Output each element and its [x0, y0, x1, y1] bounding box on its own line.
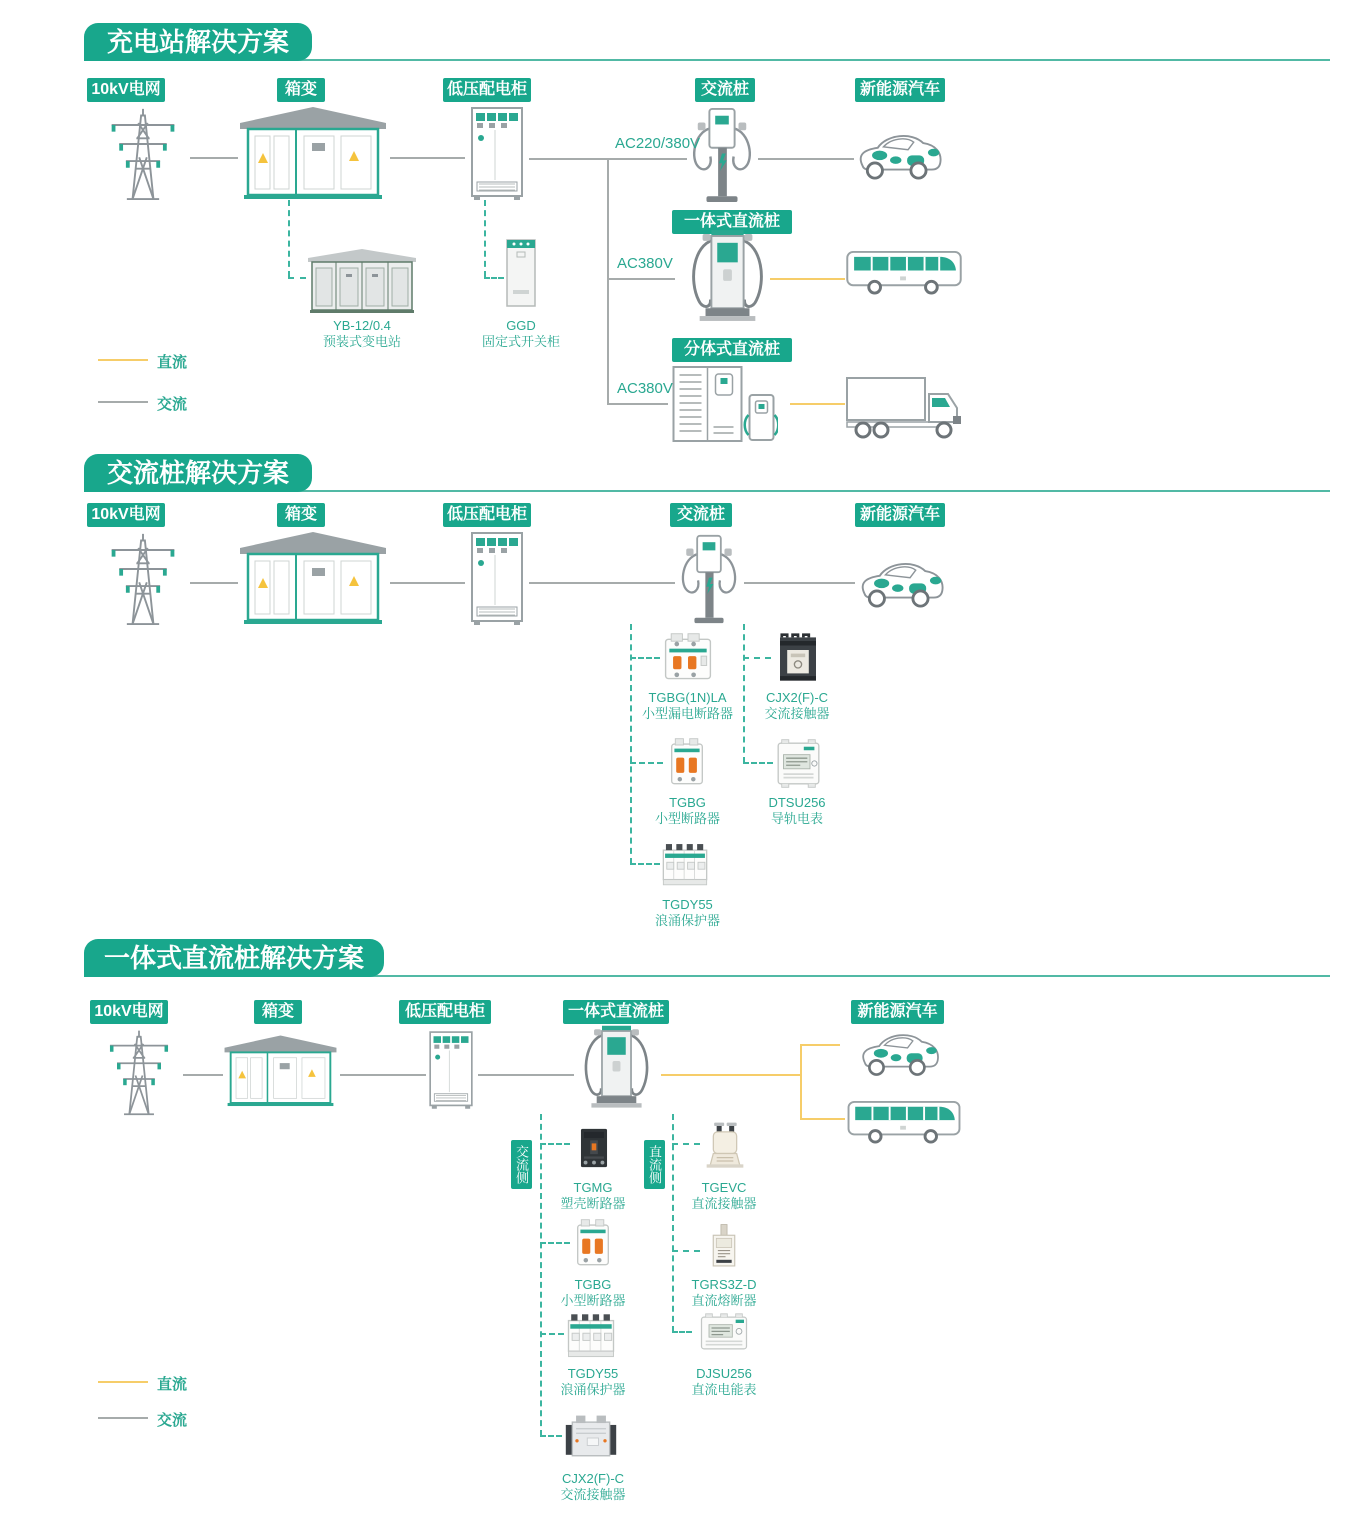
s1-header-lv-cabinet-label: 低压配电柜	[446, 81, 527, 98]
ac-contactor-photo	[562, 1410, 620, 1466]
ggd-model: GGD	[506, 318, 536, 333]
ac-pile-illustration	[688, 107, 756, 204]
product-desc: 交流接触器	[764, 706, 830, 721]
product-label	[630, 795, 745, 827]
legend-ac-label: 交流	[157, 396, 188, 413]
dc-line	[800, 1118, 845, 1120]
product-model: CJX2(F)-C	[561, 1471, 625, 1486]
mini-breaker-photo	[566, 1216, 620, 1272]
yb-desc: 预装式变电站	[322, 334, 401, 349]
s1-header-transformer-label: 箱变	[284, 81, 317, 98]
ac-pile-illustration	[677, 534, 741, 625]
ac220-380v-label: AC220/380V	[615, 135, 701, 152]
ac-line	[390, 582, 465, 584]
ev-bus-illustration	[845, 1100, 963, 1144]
dashed-link	[630, 657, 660, 659]
product-desc: 交流接触器	[560, 1487, 626, 1502]
ac-line	[529, 582, 675, 584]
dashed-link	[288, 277, 306, 279]
s3-header-dc-pile-label: 一体式直流桩	[567, 1003, 664, 1020]
s1-banner-integrated-dc-label: 一体式直流桩	[683, 213, 780, 230]
s3-header-transformer	[254, 1000, 302, 1024]
s2-header-transformer	[277, 503, 325, 527]
dashed-link	[540, 1333, 564, 1335]
s2-header-transformer-label: 箱变	[284, 506, 317, 523]
dc-fuse-photo	[701, 1217, 747, 1275]
dashed-link	[672, 1331, 692, 1333]
s3-header-grid-label: 10kV电网	[94, 1003, 164, 1020]
product-label	[668, 1366, 780, 1398]
product-desc: 导轨电表	[770, 811, 823, 826]
transmission-tower-illustration	[99, 1028, 179, 1116]
product-label	[537, 1180, 649, 1212]
s2-header-lv-cabinet	[443, 503, 531, 527]
mini-breaker-photo	[660, 735, 714, 791]
product-label	[630, 690, 745, 722]
s1-header-ev	[855, 78, 945, 102]
product-label	[668, 1277, 780, 1309]
product-desc: 直流熔断器	[691, 1293, 757, 1308]
ev-car-illustration	[857, 552, 947, 611]
ac-contactor-photo	[771, 631, 825, 687]
yb-substation-photo	[306, 246, 418, 314]
s1-banner-split-dc-label: 分体式直流桩	[683, 341, 780, 358]
dc-line	[800, 1044, 840, 1046]
ac-line	[390, 157, 465, 159]
ggd-cabinet-photo	[505, 238, 537, 310]
section1-title: 充电站解决方案	[106, 27, 289, 57]
dc-line	[790, 403, 845, 405]
product-model: TGRS3Z-D	[691, 1277, 757, 1292]
legend-dc-line	[98, 359, 148, 361]
dc-line	[770, 278, 845, 280]
transmission-tower-illustration	[100, 531, 186, 626]
product-desc: 直流电能表	[691, 1382, 757, 1397]
lv-cabinet-illustration	[467, 106, 527, 201]
dc-branch-line	[800, 1044, 802, 1120]
ac-line	[340, 1074, 426, 1076]
product-desc: 浪涌保护器	[654, 913, 720, 928]
ev-car-illustration	[855, 124, 945, 183]
product-desc: 小型漏电断路器	[641, 706, 733, 721]
dashed-link	[672, 1250, 700, 1252]
ac-side-label: 交流侧	[514, 1145, 529, 1184]
s1-header-grid	[87, 78, 165, 102]
product-label	[741, 795, 853, 827]
s2-header-grid-label: 10kV电网	[91, 506, 161, 523]
product-desc: 浪涌保护器	[560, 1382, 626, 1397]
ev-bus-illustration	[845, 250, 963, 295]
dashed-link	[743, 657, 771, 659]
product-model: TGBG	[669, 795, 706, 810]
product-model: TGDY55	[662, 897, 713, 912]
integrated-dc-pile-illustration	[686, 228, 769, 326]
dashed-link	[630, 762, 663, 764]
product-label	[537, 1277, 649, 1309]
integrated-dc-pile-illustration	[574, 1024, 659, 1112]
s3-header-lv-cabinet	[399, 1000, 491, 1024]
s1-header-grid-label: 10kV电网	[91, 81, 161, 98]
dc-contactor-photo	[700, 1116, 750, 1176]
ac-line	[183, 1074, 223, 1076]
product-desc: 小型断路器	[654, 811, 720, 826]
s2-header-ac-pile-label: 交流桩	[676, 506, 725, 523]
product-model: TGBG	[574, 1277, 612, 1292]
section3-title: 一体式直流桩解决方案	[103, 943, 364, 973]
lv-cabinet-illustration	[426, 1028, 476, 1112]
legend-dc-label: 直流	[157, 354, 188, 371]
s1-header-transformer	[277, 78, 325, 102]
dashed-link	[484, 277, 504, 279]
dc-side-label: 直流侧	[647, 1145, 662, 1184]
rcbo-breaker-photo	[660, 629, 716, 687]
surge-protector-photo	[658, 838, 712, 890]
yb-product-label	[306, 318, 418, 350]
product-label	[668, 1180, 780, 1212]
s3-header-ev-label: 新能源汽车	[857, 1003, 938, 1020]
s2-header-ev	[855, 503, 945, 527]
ac380v-label: AC380V	[617, 255, 673, 272]
s3-header-transformer-label: 箱变	[261, 1003, 294, 1020]
section1-title-banner	[84, 23, 312, 61]
ac-line	[478, 1074, 574, 1076]
section3-title-banner	[84, 939, 384, 977]
ac-line	[607, 403, 668, 405]
s2-header-ev-label: 新能源汽车	[859, 506, 940, 523]
s1-banner-split-dc	[672, 338, 792, 362]
s2-header-grid	[87, 503, 165, 527]
dashed-link	[540, 1143, 570, 1145]
ac-line	[607, 278, 675, 280]
ac-side-badge	[511, 1140, 532, 1189]
s1-header-lv-cabinet	[443, 78, 531, 102]
product-label	[741, 690, 853, 722]
product-label	[537, 1471, 649, 1503]
s3-header-grid	[90, 1000, 168, 1024]
ac-line	[190, 582, 238, 584]
s1-header-ev-label: 新能源汽车	[859, 81, 940, 98]
product-desc: 直流接触器	[691, 1196, 757, 1211]
product-model: DJSU256	[696, 1366, 752, 1381]
surge-protector-photo	[563, 1308, 619, 1362]
ac-line	[758, 158, 854, 160]
section2-title-banner	[84, 454, 312, 492]
split-dc-pile-illustration	[670, 365, 778, 445]
legend-ac-line	[98, 1417, 148, 1419]
product-desc: 塑壳断路器	[560, 1196, 626, 1211]
legend-ac-line	[98, 401, 148, 403]
dashed-link	[743, 762, 773, 764]
transmission-tower-illustration	[100, 106, 186, 201]
product-model: TGBG(1N)LA	[648, 690, 727, 705]
rail-meter-photo	[772, 736, 825, 791]
box-transformer-illustration	[223, 1026, 338, 1114]
product-label	[537, 1366, 649, 1398]
product-label	[630, 897, 745, 929]
ev-truck-illustration	[845, 372, 965, 442]
s3-header-ev	[851, 1000, 944, 1024]
section2-title: 交流桩解决方案	[106, 458, 289, 488]
dc-meter-photo	[694, 1308, 754, 1358]
s2-header-lv-cabinet-label: 低压配电柜	[446, 506, 527, 523]
product-model: TGDY55	[567, 1366, 619, 1381]
product-model: DTSU256	[768, 795, 826, 810]
s3-header-dc-pile	[563, 1000, 669, 1024]
box-transformer-illustration	[238, 103, 388, 201]
s1-header-ac-pile	[695, 78, 755, 102]
legend-ac-label: 交流	[157, 1412, 188, 1429]
s2-header-ac-pile	[670, 503, 732, 527]
dashed-link	[484, 200, 486, 277]
ac380v-label: AC380V	[617, 380, 673, 397]
legend-dc-label: 直流	[157, 1376, 188, 1393]
s1-header-ac-pile-label: 交流桩	[700, 81, 749, 98]
ac-line	[190, 157, 238, 159]
product-desc: 小型断路器	[560, 1293, 626, 1308]
yb-model: YB-12/0.4	[333, 318, 391, 333]
ggd-product-label	[465, 318, 577, 350]
dashed-link	[540, 1435, 562, 1437]
box-transformer-illustration	[238, 528, 388, 626]
dashed-link	[672, 1143, 700, 1145]
ev-car-illustration	[856, 1024, 944, 1079]
s3-header-lv-cabinet-label: 低压配电柜	[404, 1003, 485, 1020]
dashed-link	[288, 200, 290, 277]
dashed-link	[630, 624, 632, 864]
dashed-link	[630, 863, 660, 865]
legend-dc-line	[98, 1381, 148, 1383]
dc-line	[661, 1074, 802, 1076]
ac-line	[744, 582, 855, 584]
lv-cabinet-illustration	[467, 531, 527, 626]
ggd-desc: 固定式开关柜	[481, 334, 560, 349]
product-model: TGMG	[573, 1180, 613, 1195]
mccb-photo	[571, 1118, 617, 1178]
product-model: TGEVC	[701, 1180, 747, 1195]
ac-branch-line	[607, 158, 609, 404]
product-model: CJX2(F)-C	[765, 690, 829, 705]
